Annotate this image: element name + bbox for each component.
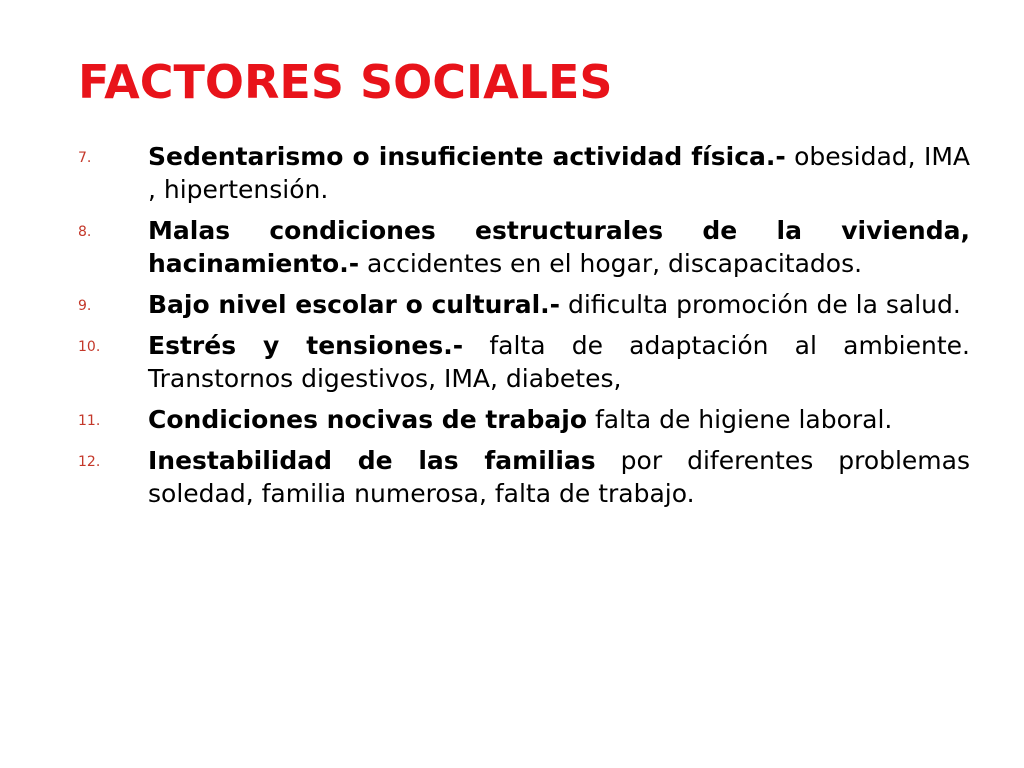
item-text: dificulta promoción de la salud. [560, 290, 961, 319]
item-lead: Malas condiciones estructurales de la vivienda, hacinamiento.- [148, 216, 970, 278]
item-lead: Estrés y tensiones.- [148, 331, 464, 360]
item-lead: Bajo nivel escolar o cultural.- [148, 290, 561, 319]
slide-title: FACTORES SOCIALES [78, 55, 613, 109]
item-number: 10. [78, 339, 101, 355]
list-item [78, 329, 970, 395]
item-text: falta de adaptación al ambiente. Transtornos digestivos, IMA, diabetes, [148, 331, 970, 393]
item-text: por diferentes problemas soledad, familia numerosa, falta de trabajo. [148, 446, 971, 508]
item-number: 8. [78, 224, 92, 240]
list-item [78, 214, 970, 280]
list-item [78, 403, 970, 436]
list-item [78, 288, 970, 321]
factors-list [78, 140, 970, 518]
item-number: 12. [78, 454, 101, 470]
item-lead: Condiciones nocivas de trabajo [148, 405, 588, 434]
item-number: 9. [78, 298, 92, 314]
item-text: accidentes en el hogar, discapacitados. [359, 249, 863, 278]
item-lead: Sedentarismo o insuficiente actividad física.- [148, 142, 786, 171]
item-number: 11. [78, 413, 101, 429]
item-number: 7. [78, 150, 92, 166]
list-item [78, 140, 970, 206]
item-lead: Inestabilidad de las familias [148, 446, 596, 475]
item-text: falta de higiene laboral. [587, 405, 893, 434]
item-text: obesidad, IMA , hipertensión. [148, 142, 970, 204]
list-item [78, 444, 970, 510]
